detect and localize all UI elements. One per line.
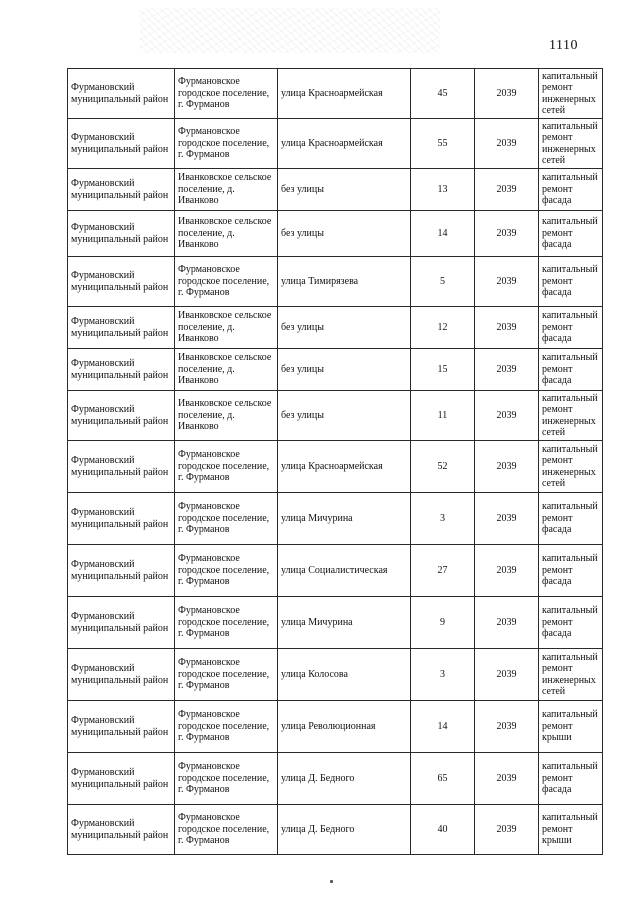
house-number-cell: 45 [411,69,475,119]
work-type-cell: капитальный ремонт фасада [539,211,603,257]
year-cell: 2039 [475,307,539,349]
street-cell: без улицы [278,169,411,211]
year-cell: 2039 [475,753,539,805]
year-cell: 2039 [475,805,539,855]
district-cell: Фурмановский муниципальный район [68,649,175,701]
street-cell: без улицы [278,391,411,441]
house-number-cell: 27 [411,545,475,597]
district-cell: Фурмановский муниципальный район [68,349,175,391]
work-type-cell: капитальный ремонт фасада [539,257,603,307]
work-type-cell: капитальный ремонт фасада [539,545,603,597]
settlement-cell: Фурмановское городское поселение, г. Фурманов [175,493,278,545]
scan-speck [330,880,333,883]
house-number-cell: 5 [411,257,475,307]
work-type-cell: капитальный ремонт фасада [539,493,603,545]
year-cell: 2039 [475,493,539,545]
work-type-cell: капитальный ремонт фасада [539,753,603,805]
table-row [68,441,603,493]
settlement-cell: Фурмановское городское поселение, г. Фурманов [175,753,278,805]
district-cell: Фурмановский муниципальный район [68,493,175,545]
settlement-cell: Фурмановское городское поселение, г. Фурманов [175,805,278,855]
settlement-cell: Фурмановское городское поселение, г. Фурманов [175,545,278,597]
year-cell: 2039 [475,119,539,169]
district-cell: Фурмановский муниципальный район [68,545,175,597]
table-row [68,545,603,597]
table-row [68,597,603,649]
year-cell: 2039 [475,701,539,753]
district-cell: Фурмановский муниципальный район [68,119,175,169]
table-row [68,119,603,169]
district-cell: Фурмановский муниципальный район [68,257,175,307]
street-cell: улица Мичурина [278,597,411,649]
street-cell: без улицы [278,211,411,257]
house-number-cell: 9 [411,597,475,649]
table-row [68,649,603,701]
year-cell: 2039 [475,211,539,257]
year-cell: 2039 [475,257,539,307]
work-type-cell: капитальный ремонт крыши [539,701,603,753]
table-row [68,349,603,391]
table-body [68,69,603,855]
street-cell: улица Революционная [278,701,411,753]
settlement-cell: Иванковское сельское поселение, д. Иванково [175,211,278,257]
house-number-cell: 65 [411,753,475,805]
settlement-cell: Фурмановское городское поселение, г. Фурманов [175,701,278,753]
district-cell: Фурмановский муниципальный район [68,597,175,649]
settlement-cell: Иванковское сельское поселение, д. Иванково [175,349,278,391]
table-row [68,391,603,441]
street-cell: улица Красноармейская [278,119,411,169]
year-cell: 2039 [475,545,539,597]
street-cell: без улицы [278,349,411,391]
house-number-cell: 3 [411,649,475,701]
repair-schedule-table [67,68,603,855]
house-number-cell: 55 [411,119,475,169]
settlement-cell: Иванковское сельское поселение, д. Иванково [175,391,278,441]
street-cell: улица Д. Бедного [278,753,411,805]
settlement-cell: Фурмановское городское поселение, г. Фурманов [175,649,278,701]
street-cell: улица Красноармейская [278,69,411,119]
district-cell: Фурмановский муниципальный район [68,391,175,441]
work-type-cell: капитальный ремонт инженерных сетей [539,119,603,169]
settlement-cell: Фурмановское городское поселение, г. Фурманов [175,597,278,649]
year-cell: 2039 [475,349,539,391]
table-row [68,257,603,307]
table-row [68,805,603,855]
street-cell: улица Д. Бедного [278,805,411,855]
settlement-cell: Фурмановское городское поселение, г. Фурманов [175,257,278,307]
scan-artifact [140,8,440,53]
street-cell: улица Колосова [278,649,411,701]
district-cell: Фурмановский муниципальный район [68,441,175,493]
district-cell: Фурмановский муниципальный район [68,753,175,805]
settlement-cell: Иванковское сельское поселение, д. Иванково [175,307,278,349]
house-number-cell: 40 [411,805,475,855]
year-cell: 2039 [475,69,539,119]
street-cell: без улицы [278,307,411,349]
settlement-cell: Фурмановское городское поселение, г. Фурманов [175,119,278,169]
settlement-cell: Иванковское сельское поселение, д. Иванково [175,169,278,211]
house-number-cell: 13 [411,169,475,211]
work-type-cell: капитальный ремонт фасада [539,349,603,391]
table-row [68,169,603,211]
page-number: 1110 [549,38,578,53]
settlement-cell: Фурмановское городское поселение, г. Фурманов [175,69,278,119]
house-number-cell: 15 [411,349,475,391]
district-cell: Фурмановский муниципальный район [68,211,175,257]
work-type-cell: капитальный ремонт крыши [539,805,603,855]
settlement-cell: Фурмановское городское поселение, г. Фурманов [175,441,278,493]
table-row [68,701,603,753]
work-type-cell: капитальный ремонт фасада [539,169,603,211]
work-type-cell: капитальный ремонт инженерных сетей [539,441,603,493]
house-number-cell: 12 [411,307,475,349]
year-cell: 2039 [475,597,539,649]
year-cell: 2039 [475,391,539,441]
house-number-cell: 11 [411,391,475,441]
district-cell: Фурмановский муниципальный район [68,69,175,119]
table-row [68,69,603,119]
work-type-cell: капитальный ремонт инженерных сетей [539,69,603,119]
table-row [68,753,603,805]
house-number-cell: 14 [411,211,475,257]
street-cell: улица Мичурина [278,493,411,545]
work-type-cell: капитальный ремонт фасада [539,307,603,349]
year-cell: 2039 [475,441,539,493]
work-type-cell: капитальный ремонт фасада [539,597,603,649]
year-cell: 2039 [475,169,539,211]
district-cell: Фурмановский муниципальный район [68,169,175,211]
house-number-cell: 14 [411,701,475,753]
work-type-cell: капитальный ремонт инженерных сетей [539,649,603,701]
table-row [68,307,603,349]
work-type-cell: капитальный ремонт инженерных сетей [539,391,603,441]
table-row [68,211,603,257]
street-cell: улица Красноармейская [278,441,411,493]
district-cell: Фурмановский муниципальный район [68,805,175,855]
district-cell: Фурмановский муниципальный район [68,701,175,753]
house-number-cell: 3 [411,493,475,545]
house-number-cell: 52 [411,441,475,493]
table-row [68,493,603,545]
year-cell: 2039 [475,649,539,701]
street-cell: улица Социалистическая [278,545,411,597]
street-cell: улица Тимирязева [278,257,411,307]
district-cell: Фурмановский муниципальный район [68,307,175,349]
